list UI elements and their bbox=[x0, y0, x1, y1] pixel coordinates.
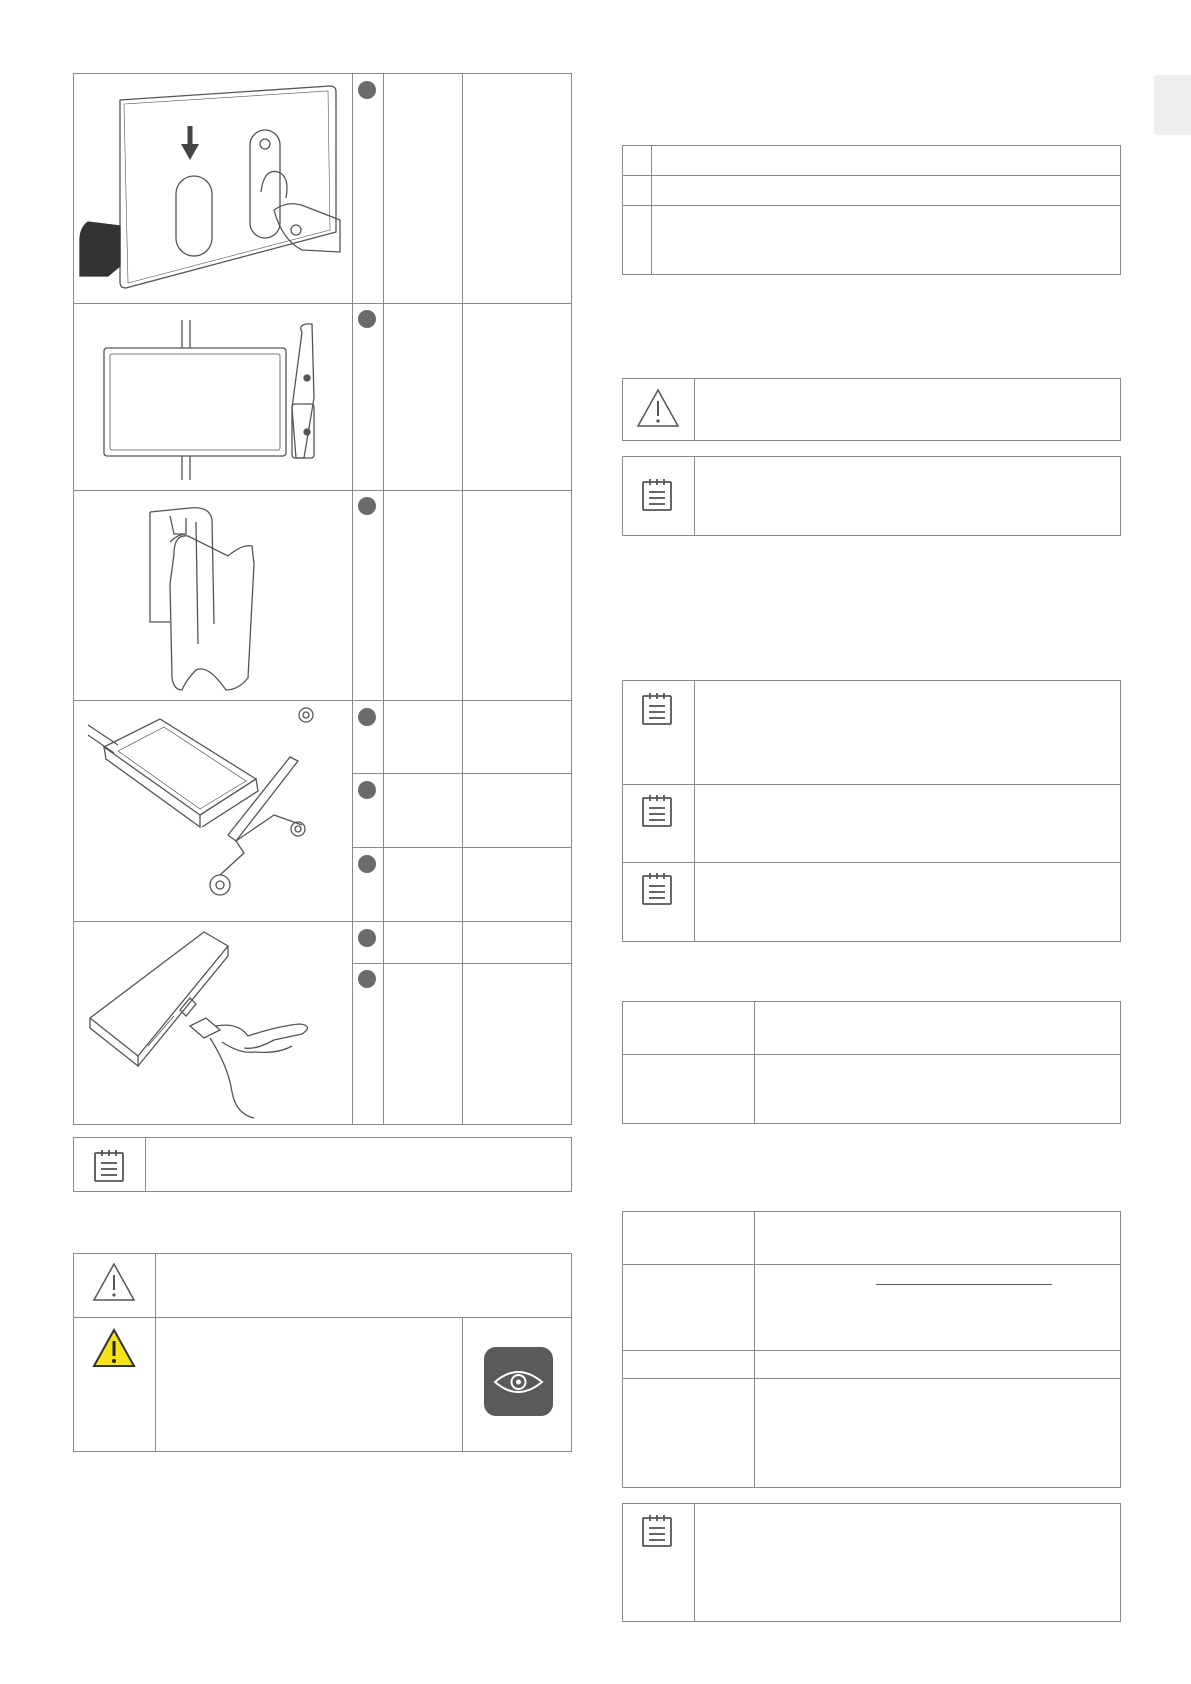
notes-group bbox=[622, 680, 1121, 942]
note-icon bbox=[641, 692, 673, 726]
eye-button[interactable] bbox=[484, 1347, 553, 1416]
note-icon bbox=[641, 872, 673, 906]
underline-rule bbox=[876, 1284, 1052, 1285]
step-marker bbox=[358, 310, 376, 328]
step-marker bbox=[358, 708, 376, 726]
holder-bracket-illustration bbox=[78, 494, 348, 696]
spec-table bbox=[622, 1001, 1121, 1124]
note-icon bbox=[641, 794, 673, 828]
warning-box bbox=[622, 378, 1121, 441]
warning-triangle-yellow-icon bbox=[92, 1328, 136, 1368]
note-icon bbox=[641, 478, 673, 512]
note-box bbox=[622, 1503, 1121, 1622]
note-icon bbox=[93, 1149, 125, 1183]
step-marker bbox=[358, 970, 376, 988]
eye-icon bbox=[492, 1366, 545, 1398]
step-marker bbox=[358, 929, 376, 947]
cart-mount-illustration bbox=[78, 705, 348, 917]
warning-triangle-icon bbox=[92, 1262, 136, 1302]
parts-table bbox=[622, 145, 1121, 275]
note-icon bbox=[641, 1514, 673, 1548]
step-marker bbox=[358, 781, 376, 799]
warning-triangle-icon bbox=[636, 388, 680, 428]
note-box bbox=[73, 1137, 572, 1192]
section-tab bbox=[1154, 75, 1191, 135]
monitor-illustration bbox=[78, 308, 348, 486]
step-marker bbox=[358, 81, 376, 99]
mount-plate-illustration bbox=[78, 80, 348, 298]
cable-connection-illustration bbox=[78, 926, 348, 1120]
note-box bbox=[622, 456, 1121, 536]
step-marker bbox=[358, 855, 376, 873]
step-marker bbox=[358, 497, 376, 515]
